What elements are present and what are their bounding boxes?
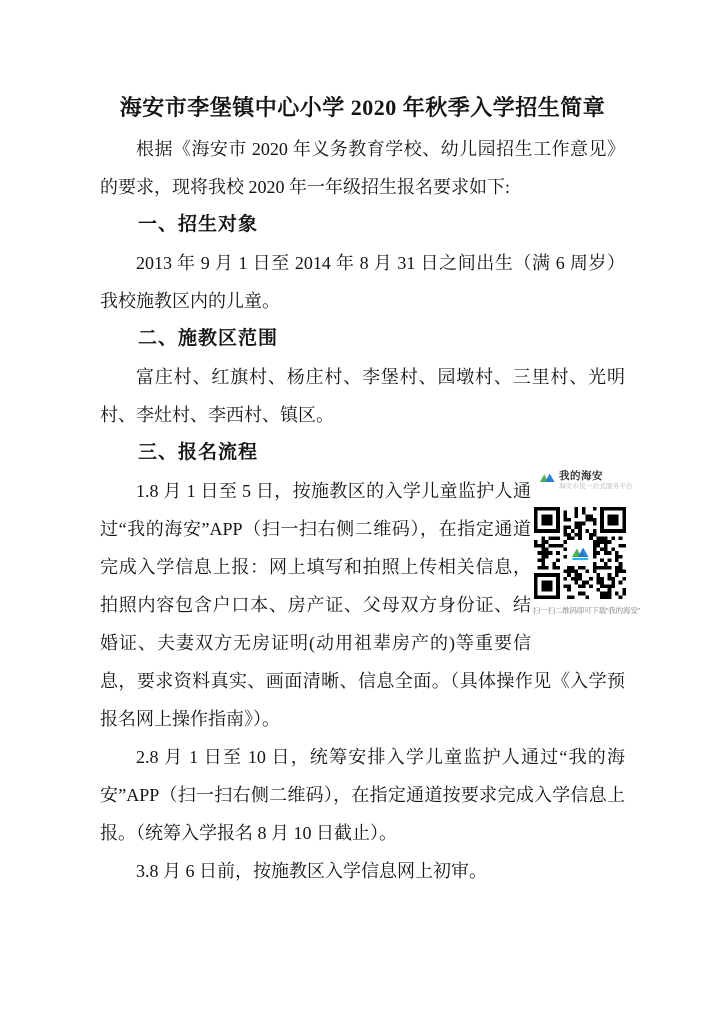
page-title: 海安市李堡镇中心小学 2020 年秋季入学招生简章 (119, 95, 606, 120)
app-logo-header (533, 470, 637, 491)
registration-step3-paragraph: 3.8 月 6 日前，按施教区入学信息网上初审。 (136, 861, 487, 881)
registration-step1-block (100, 470, 640, 738)
registration-step2-paragraph: 2.8 月 1 日至 10 日，统筹安排入学儿童监护人通过“我的海安”APP（扫一扫右侧二维码），在指定通道按要求完成入学信息上报。（统筹入学报名 8 月 10 日截止）。 (100, 747, 625, 843)
intro-paragraph: 根据《海安市 2020 年义务教育学校、幼儿园招生工作意见》的要求，现将我校 2020 年一年级招生报名要求如下: (100, 139, 625, 197)
qr-caption: 扫一扫二维码即可下载“我的海安” (533, 606, 640, 615)
app-name: 我的海安 (559, 470, 603, 482)
enrollment-targets-paragraph: 2013 年 9 月 1 日至 2014 年 8 月 31 日之间出生（满 6 周岁）我校施教区内的儿童。 (100, 253, 625, 311)
my-haian-logo-icon (539, 471, 555, 484)
section-heading-registration-process: 三、报名流程 (138, 442, 259, 463)
qr-center-logo (568, 541, 592, 565)
qr-center-logo-icon (571, 545, 589, 561)
section-heading-school-district: 二、施教区范围 (138, 328, 279, 349)
app-logo-texts (559, 470, 633, 491)
school-district-paragraph: 富庄村、红旗村、杨庄村、李堡村、园墩村、三里村、光明村、李灶村、李西村、镇区。 (100, 367, 625, 425)
app-tagline: 海安市民一站式服务平台 (559, 483, 633, 490)
registration-step1-paragraph: 1.8 月 1 日至 5 日，按施教区的入学儿童监护人通过“我的海安”APP（扫一扫右侧二维码），在指定通道完成入学信息上报：网上填写和拍照上传相关信息，拍照内容包含户口本、房产证、父母双方身份证、结婚证、夫妻双方无房证明(动用祖辈房产的)等重要信息，要求资料真实、画面清晰、信息全面。（具体操作见《入学预报名网上操作指南》）。 (100, 481, 625, 729)
qr-widget (533, 470, 640, 656)
qr-widget-inner (533, 470, 640, 616)
section-heading-enrollment-targets: 一、招生对象 (138, 214, 259, 235)
qr-code (534, 507, 626, 599)
